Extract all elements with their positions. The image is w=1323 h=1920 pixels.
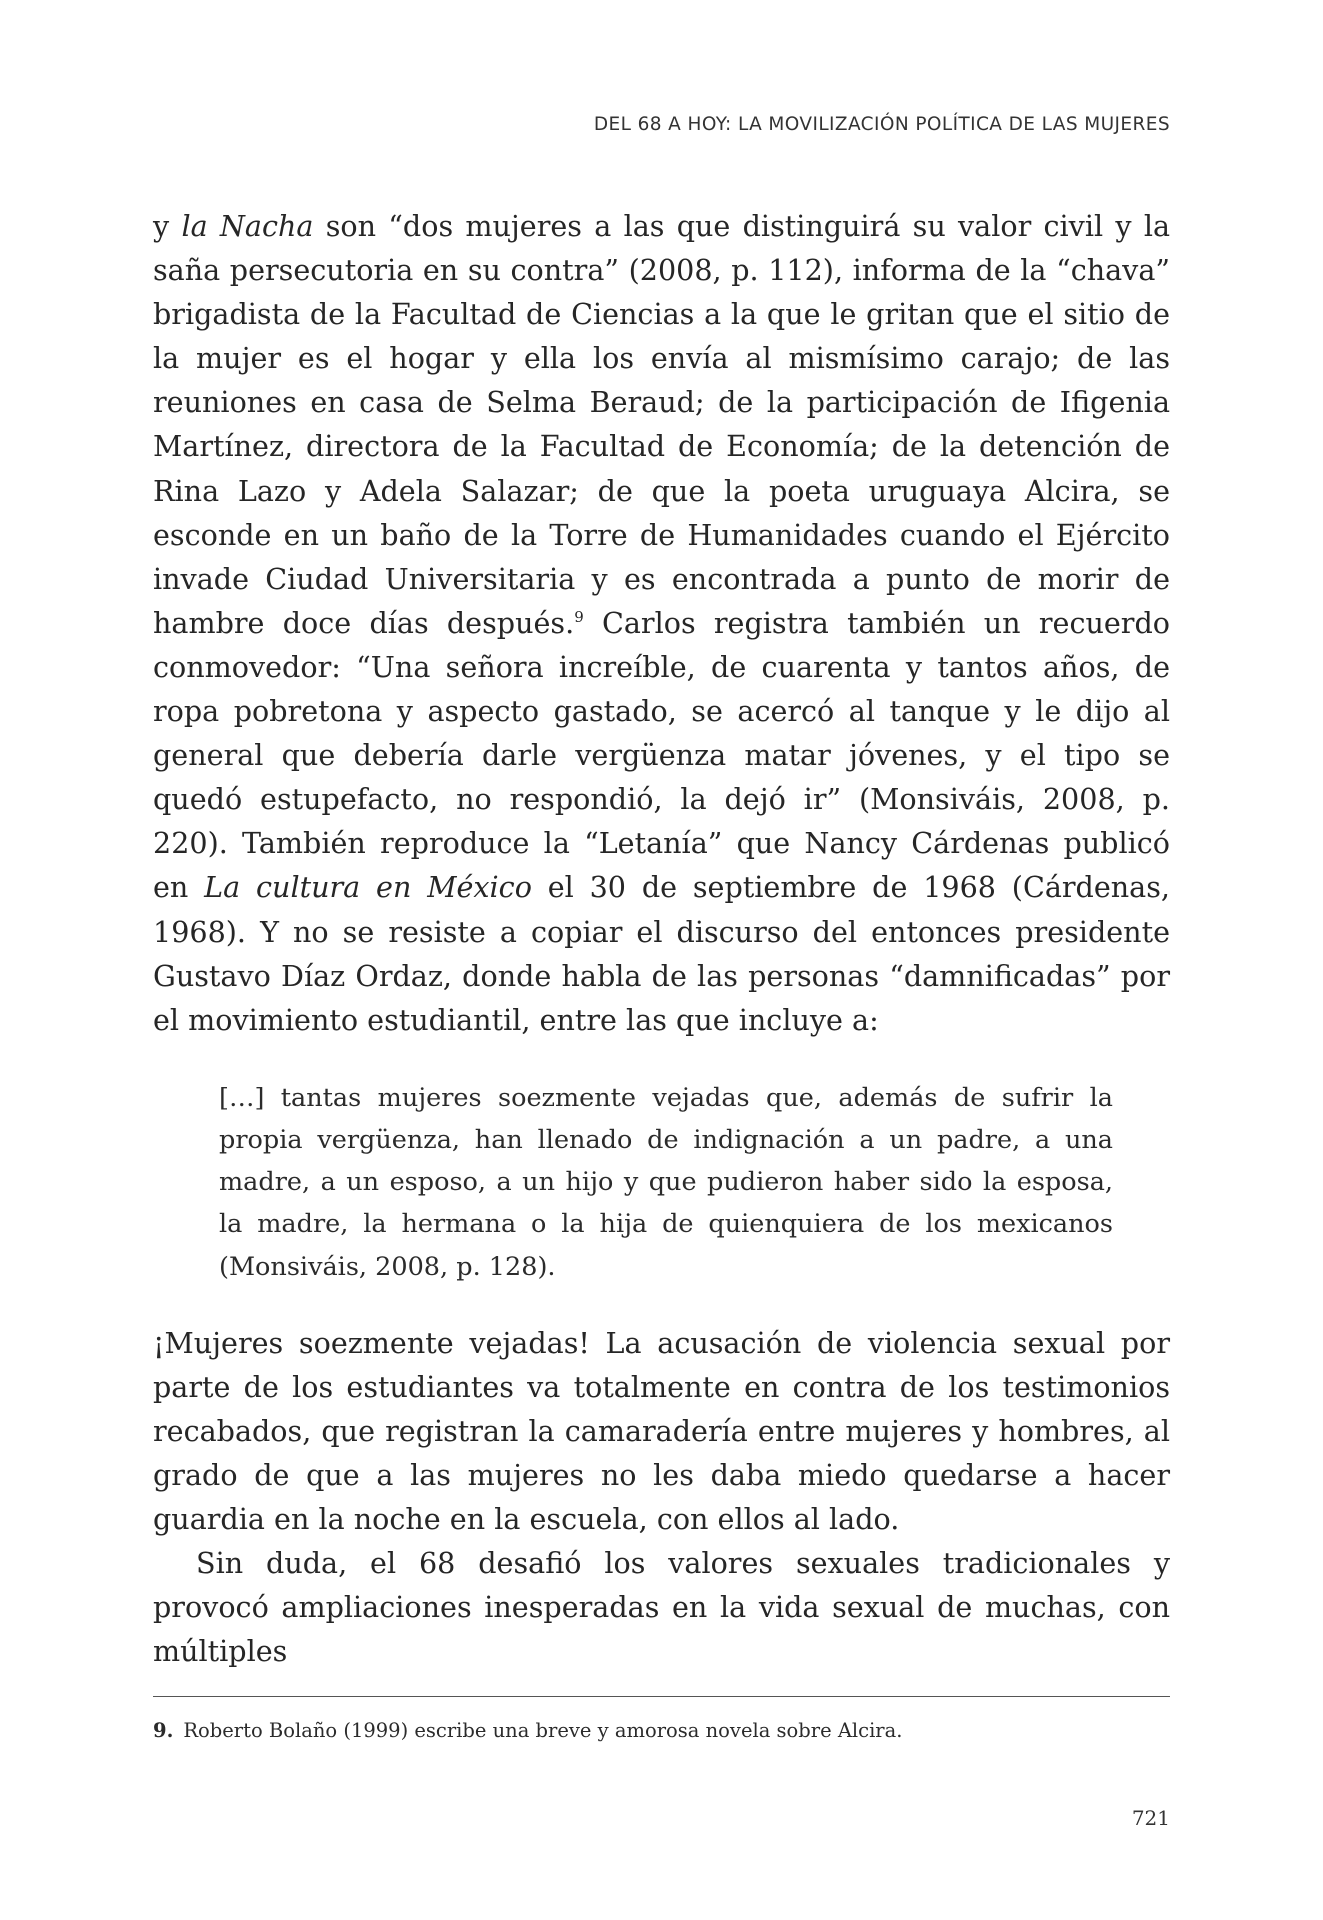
running-head: DEL 68 A HOY: LA MOVILIZACIÓN POLÍTICA DE LAS MUJERES [593, 114, 1170, 135]
footnote [153, 1717, 1170, 1745]
body-text [153, 204, 1170, 1674]
paragraph-3: Sin duda, el 68 desafió los valores sexuales tradicionales y provocó ampliaciones inesperadas en la vida sexual de muchas, con múltiples [153, 1546, 1170, 1669]
text-span: son “dos mujeres a las que distinguirá su valor civil y la saña persecutoria en su contra” (2008, p. 112), informa de la “chava” brigadista de la Facultad de Ciencias a la que le gritan que el sitio de la mujer es el hogar y ella los envía al mismísimo carajo; de las reuniones en casa de Selma Beraud; de la participación de Ifigenia Martínez, directora de la Facultad de Economía; de la detención de Rina Lazo y Adela Salazar; de que la poeta uruguaya Alcira, se esconde en un baño de la Torre de Humanidades cuando el Ejército invade Ciudad Universitaria y es encontrada a punto de morir de hambre doce días después. [153, 209, 1171, 640]
paragraph-1 [153, 204, 1170, 1042]
text-span: y [153, 209, 182, 243]
italic-title: La cultura en México [204, 870, 532, 905]
text-span: Carlos registra también un recuerdo conmovedor: “Una señora increíble, de cuarenta y tantos años, de ropa pobretona y aspecto gastado, se acercó al tanque y le dijo al general que debería darle vergüenza matar jóvenes, y el tipo se quedó estupefacto, no respondió, la dejó ir” (Monsiváis, 2008, p. 220). También reproduce la “Letanía” que Nancy Cárdenas publicó en [153, 605, 1170, 905]
paragraph-2: ¡Mujeres soezmente vejadas! La acusación de violencia sexual por parte de los estudiantes va totalmente en contra de los testimonios recabados, que registran la camaradería entre mujeres y hombres, al grado de que a las mujeres no les daba miedo quedarse a hacer guardia en la noche en la escuela, con ellos al lado. [153, 1325, 1170, 1537]
footnote-divider [153, 1696, 1170, 1697]
block-quote: […] tantas mujeres soezmente vejadas que, además de sufrir la propia vergüenza, han llenado de indignación a un padre, a una madre, a un esposo, a un hijo y que pudieron haber sido la esposa, la madre, la hermana o la hija de quienquiera de los mexicanos (Monsiváis, 2008, p. 128). [219, 1082, 1113, 1282]
footnote-number: 9. [153, 1719, 174, 1742]
text-span: el 30 de septiembre de 1968 (Cárdenas, 1968). Y no se resiste a copiar el discurso del entonces presidente Gustavo Díaz Ordaz, donde habla de las personas “damnificadas” por el movimiento estudiantil, entre las que incluye a: [153, 870, 1170, 1037]
footnote-text: Roberto Bolaño (1999) escribe una breve y amorosa novela sobre Alcira. [183, 1719, 903, 1742]
page-number: 721 [1131, 1806, 1170, 1830]
italic-name: la Nacha [181, 209, 314, 243]
footnote-reference[interactable]: 9 [574, 607, 584, 626]
